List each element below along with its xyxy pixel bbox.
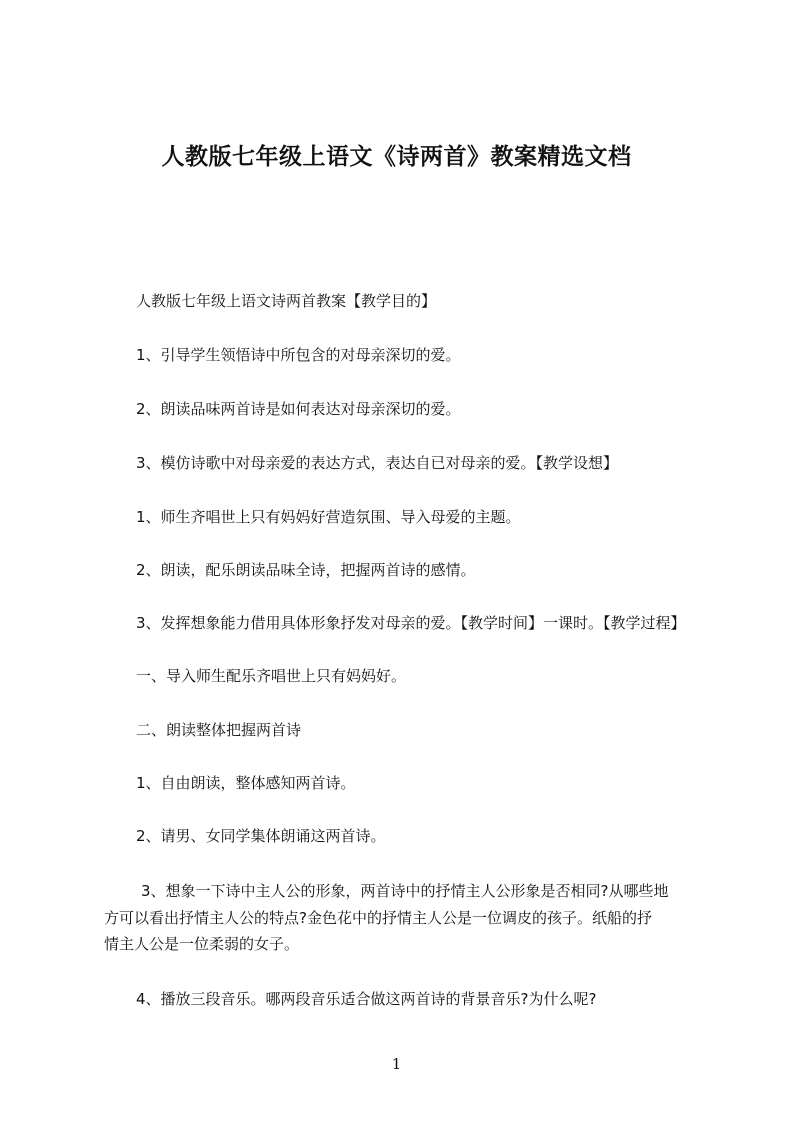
text-line: 3、发挥想象能力借用具体形象抒发对母亲的爱。【教学时间】一课时。【教学过程】	[136, 614, 686, 632]
text-line: 一、导入师生配乐齐唱世上只有妈妈好。	[136, 667, 407, 685]
text-line: 1、自由朗读，整体感知两首诗。	[136, 774, 356, 792]
text-line: 二、朗读整体把握两首诗	[136, 721, 302, 739]
paragraph-line: 3、想象一下诗中主人公的形象，两首诗中的抒情主人公形象是否相同?从哪些地	[141, 882, 669, 900]
text-line: 4、播放三段音乐。哪两段音乐适合做这两首诗的背景音乐?为什么呢?	[136, 990, 597, 1008]
text-line: 2、请男、女同学集体朗诵这两首诗。	[136, 827, 386, 845]
text-line: 1、引导学生领悟诗中所包含的对母亲深切的爱。	[136, 346, 461, 364]
text-line: 1、师生齐唱世上只有妈妈好营造氛围、导入母爱的主题。	[136, 508, 521, 526]
text-line: 2、朗读品味两首诗是如何表达对母亲深切的爱。	[136, 400, 461, 418]
document-title: 人教版七年级上语文《诗两首》教案精选文档	[161, 144, 632, 170]
text-line: 人教版七年级上语文诗两首教案【教学目的】	[136, 292, 437, 310]
page-number: 1	[391, 1055, 402, 1073]
paragraph-line: 方可以看出抒情主人公的特点?金色花中的抒情主人公是一位调皮的孩子。纸船的抒	[104, 909, 652, 927]
paragraph-line: 情主人公是一位柔弱的女子。	[104, 935, 300, 953]
text-line: 3、模仿诗歌中对母亲爱的表达方式，表达自已对母亲的爱。【教学设想】	[136, 454, 619, 472]
text-line: 2、朗读，配乐朗读品味全诗，把握两首诗的感情。	[136, 561, 476, 579]
